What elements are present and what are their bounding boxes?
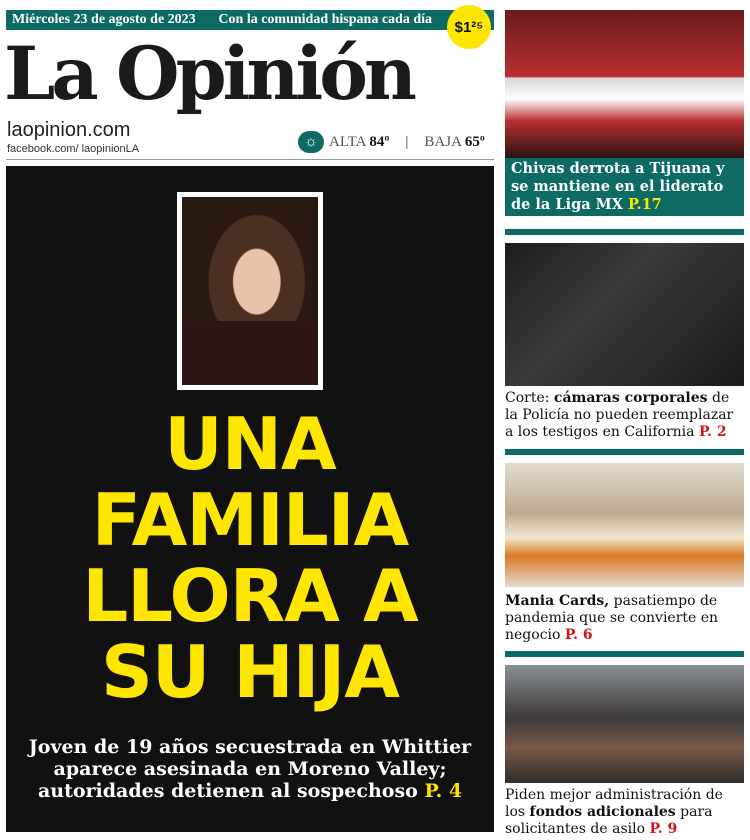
story-rest: pasatiempo de pandemia que se convierte en negocio	[505, 593, 719, 643]
price-badge: $1²⁵	[447, 5, 491, 49]
masthead-logo[interactable]: La Opinión	[4, 31, 413, 117]
tagline: Con la comunidad hispana cada día	[218, 12, 432, 27]
sun-icon: ☼	[298, 131, 324, 153]
high-temp: 84º	[369, 133, 390, 150]
page-ref[interactable]: P. 6	[564, 627, 593, 643]
top-info-bar	[6, 10, 494, 30]
sidebar-story-4[interactable]	[505, 787, 744, 838]
issue-date: Miércoles 23 de agosto de 2023	[12, 12, 196, 27]
headline-line: UNA	[164, 402, 336, 486]
photo-shirt	[182, 321, 318, 385]
sidebar-story-3[interactable]	[505, 593, 744, 644]
main-story[interactable]	[6, 166, 494, 832]
story-rest: de la Policía no pueden reemplazar a los testigos en California	[505, 390, 734, 440]
header-divider	[6, 159, 494, 160]
sidebar-story-2[interactable]	[505, 390, 744, 441]
story-caption: Chivas derrota a Tijuana y se mantiene en el liderato de la Liga MX	[511, 160, 725, 213]
soccer-photo[interactable]	[505, 10, 744, 158]
page-ref[interactable]: P.17	[628, 196, 662, 213]
weather-box	[298, 130, 494, 154]
section-divider	[505, 229, 744, 235]
asylum-seekers-photo[interactable]	[505, 665, 744, 783]
story-lead: Corte:	[505, 390, 554, 406]
page-ref[interactable]: P. 9	[649, 821, 678, 837]
sidebar-story-1[interactable]	[505, 158, 744, 216]
main-headline[interactable]	[6, 402, 494, 714]
headline-line: LLORA A	[82, 554, 418, 638]
story-bold: fondos adicionales	[529, 804, 676, 820]
body-camera-photo[interactable]	[505, 243, 744, 386]
sidebar	[505, 0, 744, 840]
victim-photo	[182, 197, 318, 385]
headline-line: SU HIJA	[101, 630, 399, 714]
facebook-link[interactable]: facebook.com/ laopinionLA	[7, 143, 140, 155]
headline-line: FAMILIA	[91, 478, 409, 562]
section-divider	[505, 651, 744, 657]
section-divider	[505, 449, 744, 455]
low-temp: 65º	[464, 133, 485, 150]
story-bold: cámaras corporales	[553, 390, 708, 406]
website-link[interactable]: laopinion.com	[7, 119, 131, 141]
low-label: BAJA	[424, 133, 462, 150]
high-label: ALTA	[329, 133, 367, 150]
page-ref[interactable]: P. 2	[698, 424, 727, 440]
victim-photo-frame	[177, 192, 323, 390]
story-lead: Piden mejor administración de los	[505, 787, 723, 820]
page-ref[interactable]: P. 4	[424, 780, 463, 802]
story-rest: para solicitantes de asilo	[505, 804, 713, 837]
story-bold: Mania Cards,	[505, 593, 610, 609]
main-deck	[6, 736, 494, 802]
deck-text: Joven de 19 años secuestrada en Whittier aparece asesinada en Moreno Valley; autoridades detienen al sospechoso	[28, 736, 472, 802]
weather-separator: |	[405, 133, 409, 150]
mania-cards-photo[interactable]	[505, 463, 744, 587]
